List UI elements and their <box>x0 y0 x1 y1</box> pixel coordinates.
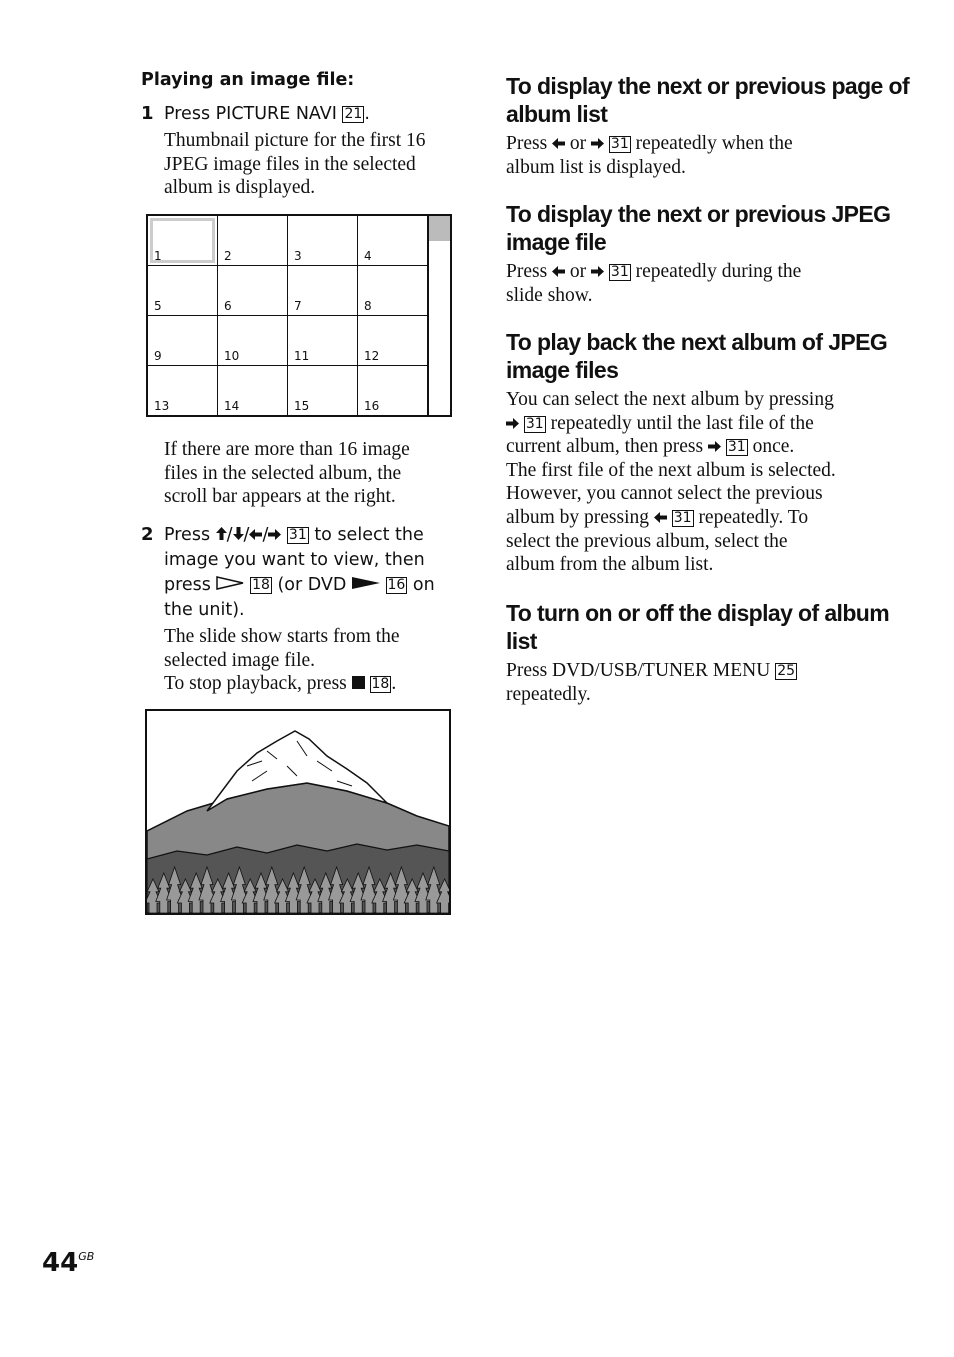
arrow-left-icon <box>552 138 565 149</box>
thumbnail-cell[interactable] <box>358 216 428 266</box>
arrow-right-icon <box>268 529 281 540</box>
section-subheading: Playing an image file: <box>141 70 355 90</box>
thumbnail-cell[interactable] <box>148 316 218 366</box>
key-ref-18-stop: 18 <box>371 676 390 693</box>
thumbnail-number: 15 <box>294 399 310 413</box>
step-1-description: Thumbnail picture for the first 16 JPEG image files in the selected album is displayed. <box>164 130 426 199</box>
key-ref-16: 16 <box>387 577 406 593</box>
thumbnail-cell[interactable] <box>148 216 218 266</box>
arrow-left-icon <box>552 266 565 277</box>
thumbnail-number: 7 <box>294 299 302 313</box>
scroll-bar-thumb <box>429 216 450 241</box>
thumbnail-cell[interactable] <box>288 316 358 366</box>
stop-icon <box>352 676 365 689</box>
step-number-2: 2 <box>141 524 154 545</box>
mountain-illustration <box>147 711 449 913</box>
arrow-up-icon <box>216 527 227 540</box>
key-ref-21: 21 <box>344 106 363 122</box>
scroll-bar <box>428 216 429 415</box>
heading-next-page-album-list: To display the next or previous page of album list <box>506 73 910 127</box>
step-1-action: Press PICTURE NAVI <box>164 104 343 124</box>
thumbnail-number: 16 <box>364 399 380 413</box>
thumbnail-number: 13 <box>154 399 170 413</box>
arrow-right-icon <box>708 441 721 452</box>
thumbnail-number: 8 <box>364 299 372 313</box>
step-2-text: Press / / / 31 to select the image you want to view, then press 18 (or DVD 16 on the unit). <box>164 525 435 620</box>
arrow-left-icon <box>249 529 262 540</box>
thumbnail-cell[interactable] <box>148 366 218 416</box>
key-ref-31: 31 <box>610 136 629 152</box>
sample-image-mountain <box>145 709 451 915</box>
body-toggle-album-list: Press DVD/USB/TUNER MENU 25 repeatedly. <box>506 660 796 705</box>
key-ref-31: 31 <box>288 527 307 543</box>
thumbnail-number: 1 <box>154 249 162 263</box>
key-ref-31: 31 <box>673 509 692 526</box>
scroll-bar-note: If there are more than 16 image files in the selected album, the scroll bar appears at the right. <box>164 439 410 508</box>
step-1-text: Press PICTURE NAVI 21 . <box>164 104 370 124</box>
arrow-right-icon <box>591 266 604 277</box>
arrow-right-icon <box>506 418 519 429</box>
heading-next-album-jpeg: To play back the next album of JPEG image files <box>506 329 888 383</box>
thumbnail-number: 14 <box>224 399 240 413</box>
thumbnail-number: 3 <box>294 249 302 263</box>
thumbnail-number: 4 <box>364 249 372 263</box>
thumbnail-cell[interactable] <box>148 266 218 316</box>
thumbnail-number: 11 <box>294 349 310 363</box>
page-number: $44^{GB}$ <box>42 1248 95 1278</box>
thumbnail-cell[interactable] <box>358 266 428 316</box>
thumbnail-number: 5 <box>154 299 162 313</box>
arrow-left-icon <box>654 512 667 523</box>
key-ref-25: 25 <box>777 663 796 679</box>
thumbnail-cell[interactable] <box>288 366 358 416</box>
heading-toggle-album-list: To turn on or off the display of album list <box>506 600 890 654</box>
region-code: GB <box>78 1250 95 1263</box>
thumbnail-cell[interactable] <box>358 366 428 416</box>
arrow-right-icon <box>591 138 604 149</box>
key-ref-31: 31 <box>610 264 629 280</box>
thumbnail-number: 12 <box>364 349 380 363</box>
step-2-description: The slide show starts from the selected image file. To stop playback, press 18 . <box>164 626 400 695</box>
thumbnail-cell[interactable] <box>358 316 428 366</box>
play-solid-icon <box>352 576 380 590</box>
key-ref-31: 31 <box>727 439 746 456</box>
thumbnail-cell[interactable] <box>218 366 288 416</box>
step-number-1: 1 <box>141 103 154 124</box>
arrow-down-icon <box>233 527 244 540</box>
body-next-jpeg-file: Press or 31 repeatedly during the slide show. <box>506 261 802 306</box>
thumbnail-cell[interactable] <box>288 266 358 316</box>
body-next-page-album-list: Press or 31 repeatedly when the album list is displayed. <box>506 133 793 178</box>
thumbnail-cell[interactable] <box>218 216 288 266</box>
thumbnail-cell[interactable] <box>218 316 288 366</box>
play-outline-icon <box>216 576 244 590</box>
thumbnail-number: 10 <box>224 349 240 363</box>
thumbnail-cell[interactable] <box>288 216 358 266</box>
thumbnail-number: 9 <box>154 349 162 363</box>
thumbnail-number: 6 <box>224 299 232 313</box>
thumbnail-cell[interactable] <box>218 266 288 316</box>
key-ref-18: 18 <box>252 577 270 593</box>
heading-next-jpeg-file: To display the next or previous JPEG image file <box>506 201 891 255</box>
key-ref-31: 31 <box>525 415 544 432</box>
thumbnail-number: 2 <box>224 249 232 263</box>
body-next-album-jpeg: You can select the next album by pressing 31 repeatedly until the last file of the current album, then press 31 once. The first file of the next album is selected. However, you cannot select the previous album by pressing 31 repeatedly. To select the previous album, select the album from the album list. <box>506 389 836 576</box>
thumbnail-grid <box>146 214 452 417</box>
